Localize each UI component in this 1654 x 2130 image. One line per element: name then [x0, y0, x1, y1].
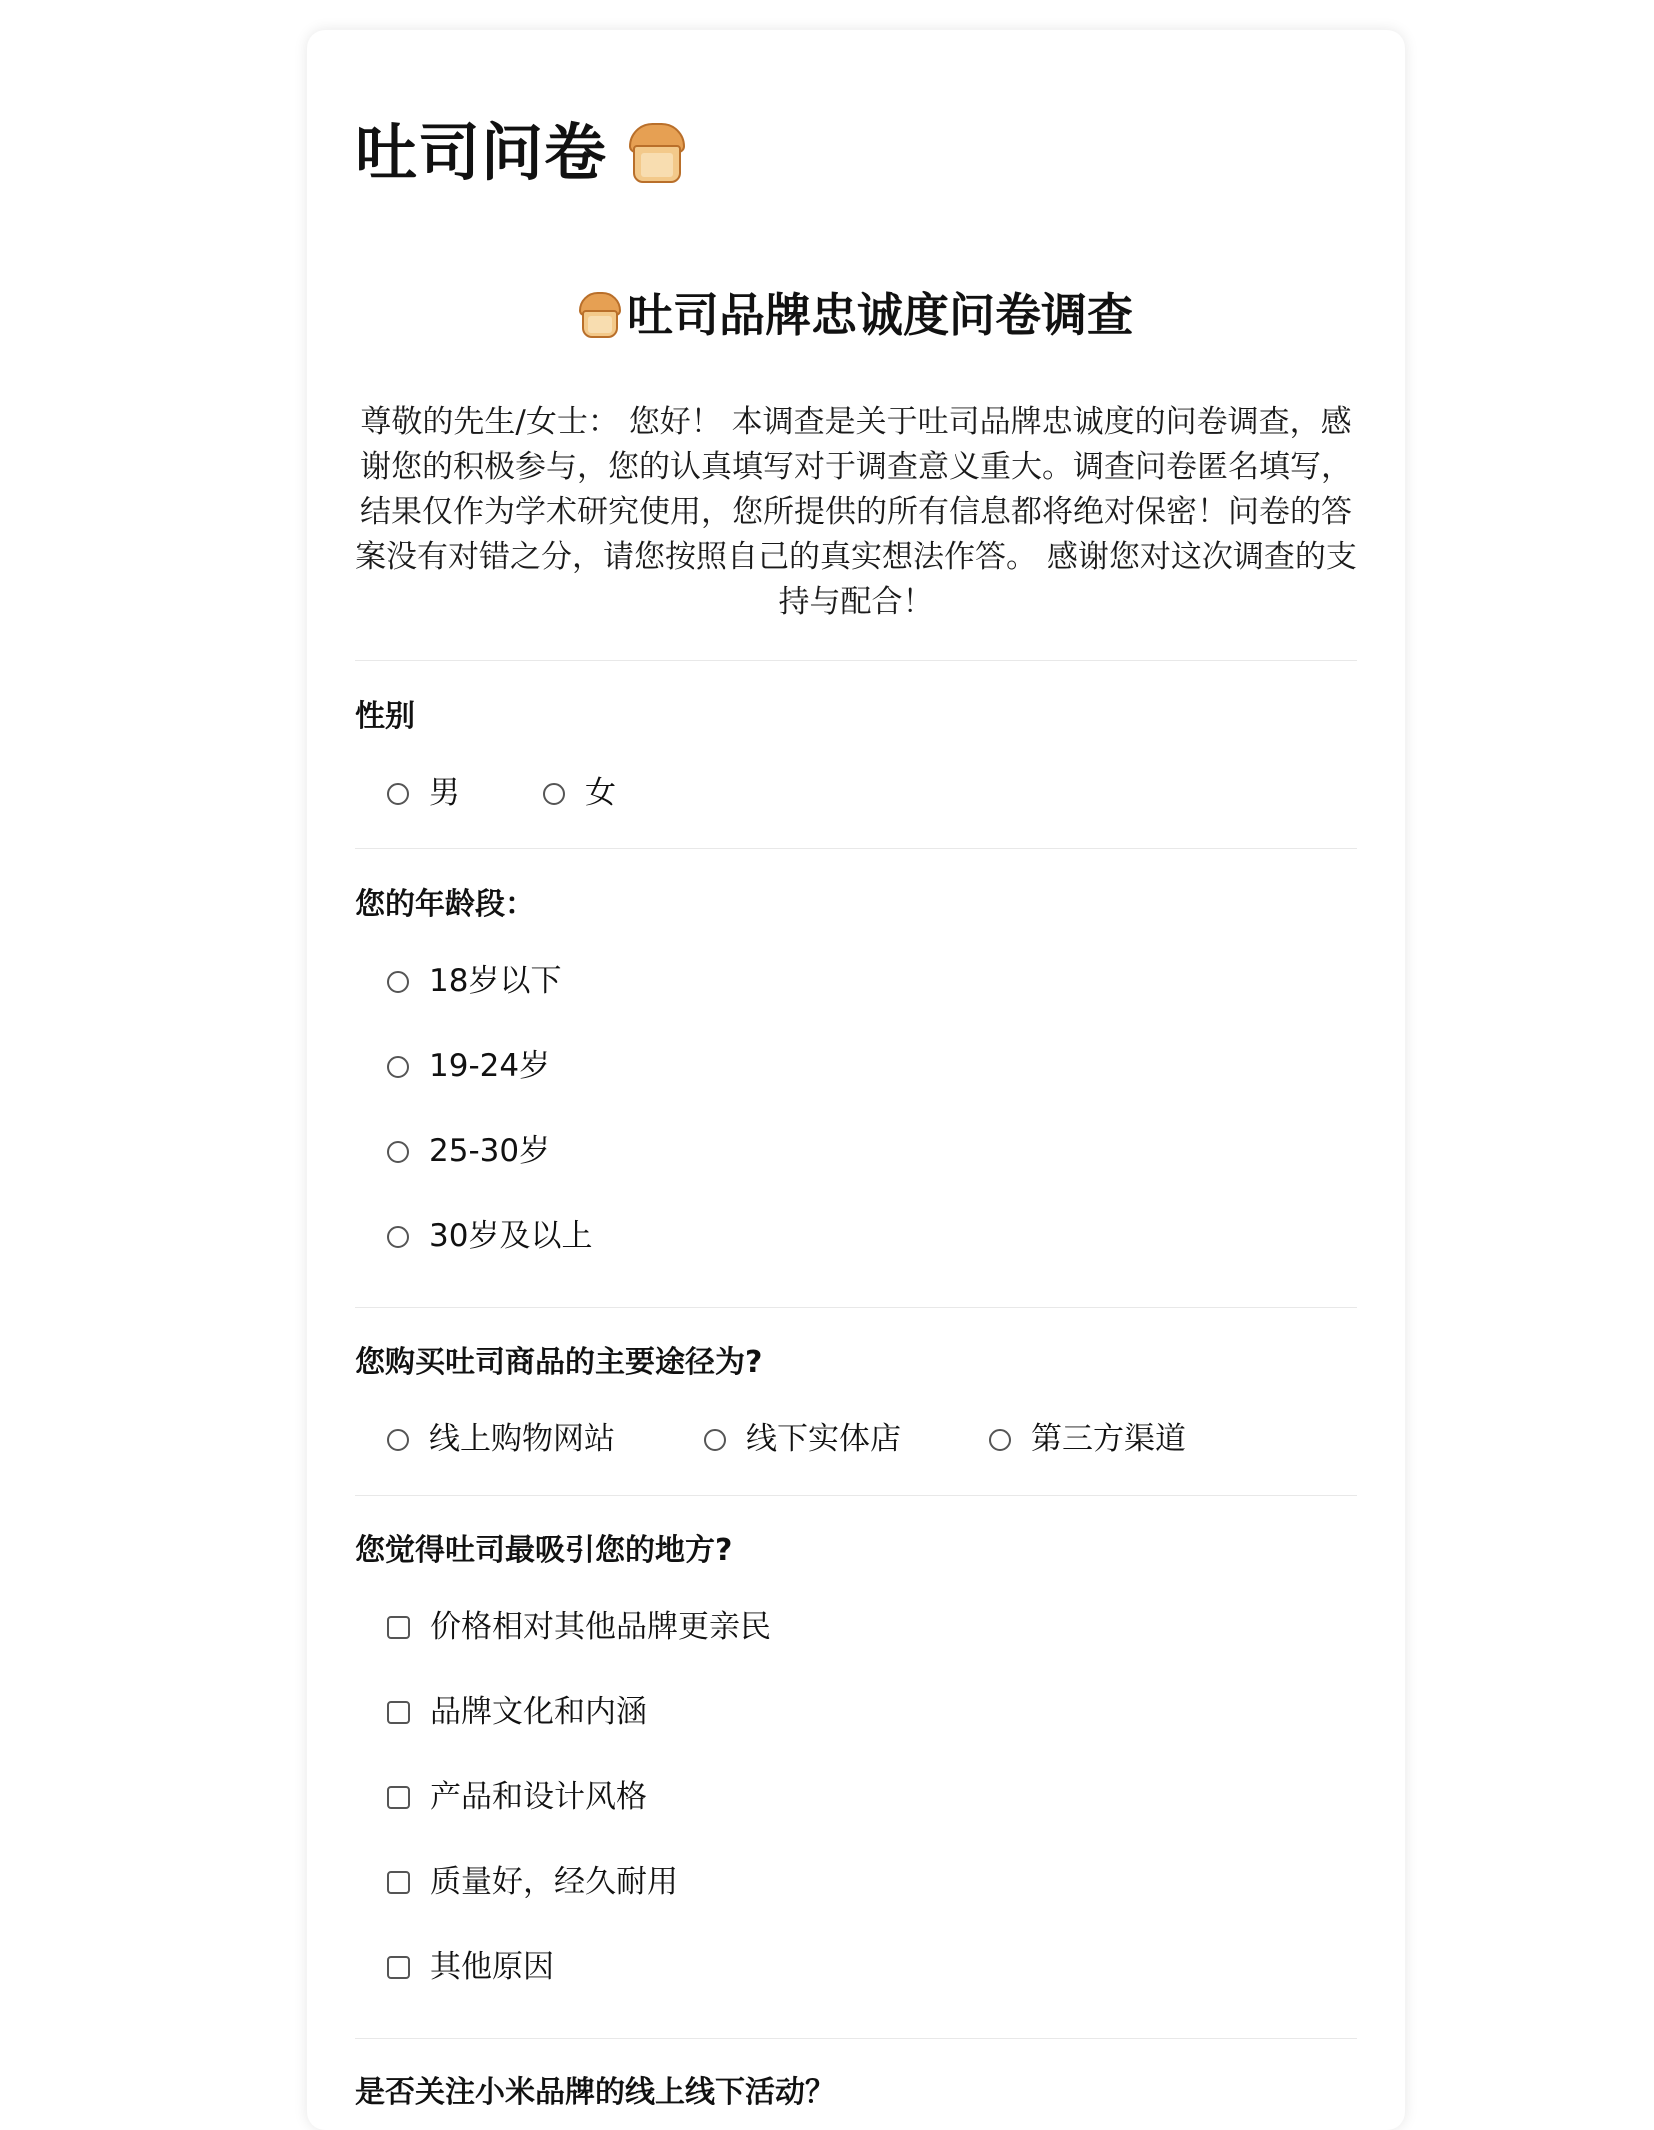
survey-title — [355, 288, 1357, 342]
age-option-under-18[interactable]: 18岁以下 — [387, 966, 561, 997]
checkbox[interactable] — [387, 1786, 410, 1809]
radio-button[interactable] — [387, 971, 409, 993]
divider — [355, 2038, 1357, 2039]
appeal-option-other[interactable]: 其他原因 — [387, 1952, 554, 1983]
radio-button[interactable] — [387, 1429, 409, 1451]
radio-button[interactable] — [704, 1429, 726, 1451]
checkbox[interactable] — [387, 1701, 410, 1724]
survey-intro: 尊敬的先生/女士： 您好！ 本调查是关于吐司品牌忠诚度的问卷调查，感谢您的积极参与，您的认真填写对于调查意义重大。调查问卷匿名填写，结果仅作为学术研究使用，您所提供的所有信息都将绝对保密！问卷的答案没有对错之分，请您按照自己的真实想法作答。 感谢您对这次调查的支持与配合！ — [355, 404, 1357, 620]
question-gender-label: 性别 — [355, 699, 415, 734]
radio-button[interactable] — [387, 1226, 409, 1248]
radio-button[interactable] — [387, 1056, 409, 1078]
radio-button[interactable] — [543, 783, 565, 805]
gender-option-male[interactable]: 男 — [387, 778, 460, 809]
channel-option-third-party[interactable]: 第三方渠道 — [989, 1424, 1186, 1455]
divider — [355, 1495, 1357, 1496]
checkbox[interactable] — [387, 1956, 410, 1979]
checkbox[interactable] — [387, 1616, 410, 1639]
divider — [355, 848, 1357, 849]
app-title — [355, 116, 685, 189]
age-option-19-24[interactable]: 19-24岁 — [387, 1051, 550, 1082]
divider — [355, 1307, 1357, 1308]
channel-option-online[interactable]: 线上购物网站 — [387, 1424, 615, 1455]
channel-option-offline[interactable]: 线下实体店 — [704, 1424, 901, 1455]
radio-button[interactable] — [387, 1141, 409, 1163]
app-title-text: 吐司问卷 — [355, 116, 608, 189]
appeal-option-brand-culture[interactable]: 品牌文化和内涵 — [387, 1697, 647, 1728]
radio-button[interactable] — [989, 1429, 1011, 1451]
age-option-25-30[interactable]: 25-30岁 — [387, 1136, 550, 1167]
question-appeal-label: 您觉得吐司最吸引您的地方? — [355, 1533, 733, 1568]
question-channel-label: 您购买吐司商品的主要途径为? — [355, 1345, 763, 1380]
question-follow-label: 是否关注小米品牌的线上线下活动？ — [355, 2075, 835, 2110]
toast-bread-icon — [629, 123, 685, 183]
survey-card — [307, 30, 1405, 2130]
question-age-label: 您的年龄段： — [355, 887, 535, 922]
survey-title-text: 吐司品牌忠诚度问卷调查 — [627, 288, 1133, 342]
radio-button[interactable] — [387, 783, 409, 805]
age-option-30-plus[interactable]: 30岁及以上 — [387, 1221, 592, 1252]
checkbox[interactable] — [387, 1871, 410, 1894]
appeal-option-price[interactable]: 价格相对其他品牌更亲民 — [387, 1612, 771, 1643]
appeal-option-quality[interactable]: 质量好，经久耐用 — [387, 1867, 678, 1898]
toast-bread-icon — [579, 292, 621, 338]
divider — [355, 660, 1357, 661]
appeal-option-design[interactable]: 产品和设计风格 — [387, 1782, 647, 1813]
gender-option-female[interactable]: 女 — [543, 778, 616, 809]
